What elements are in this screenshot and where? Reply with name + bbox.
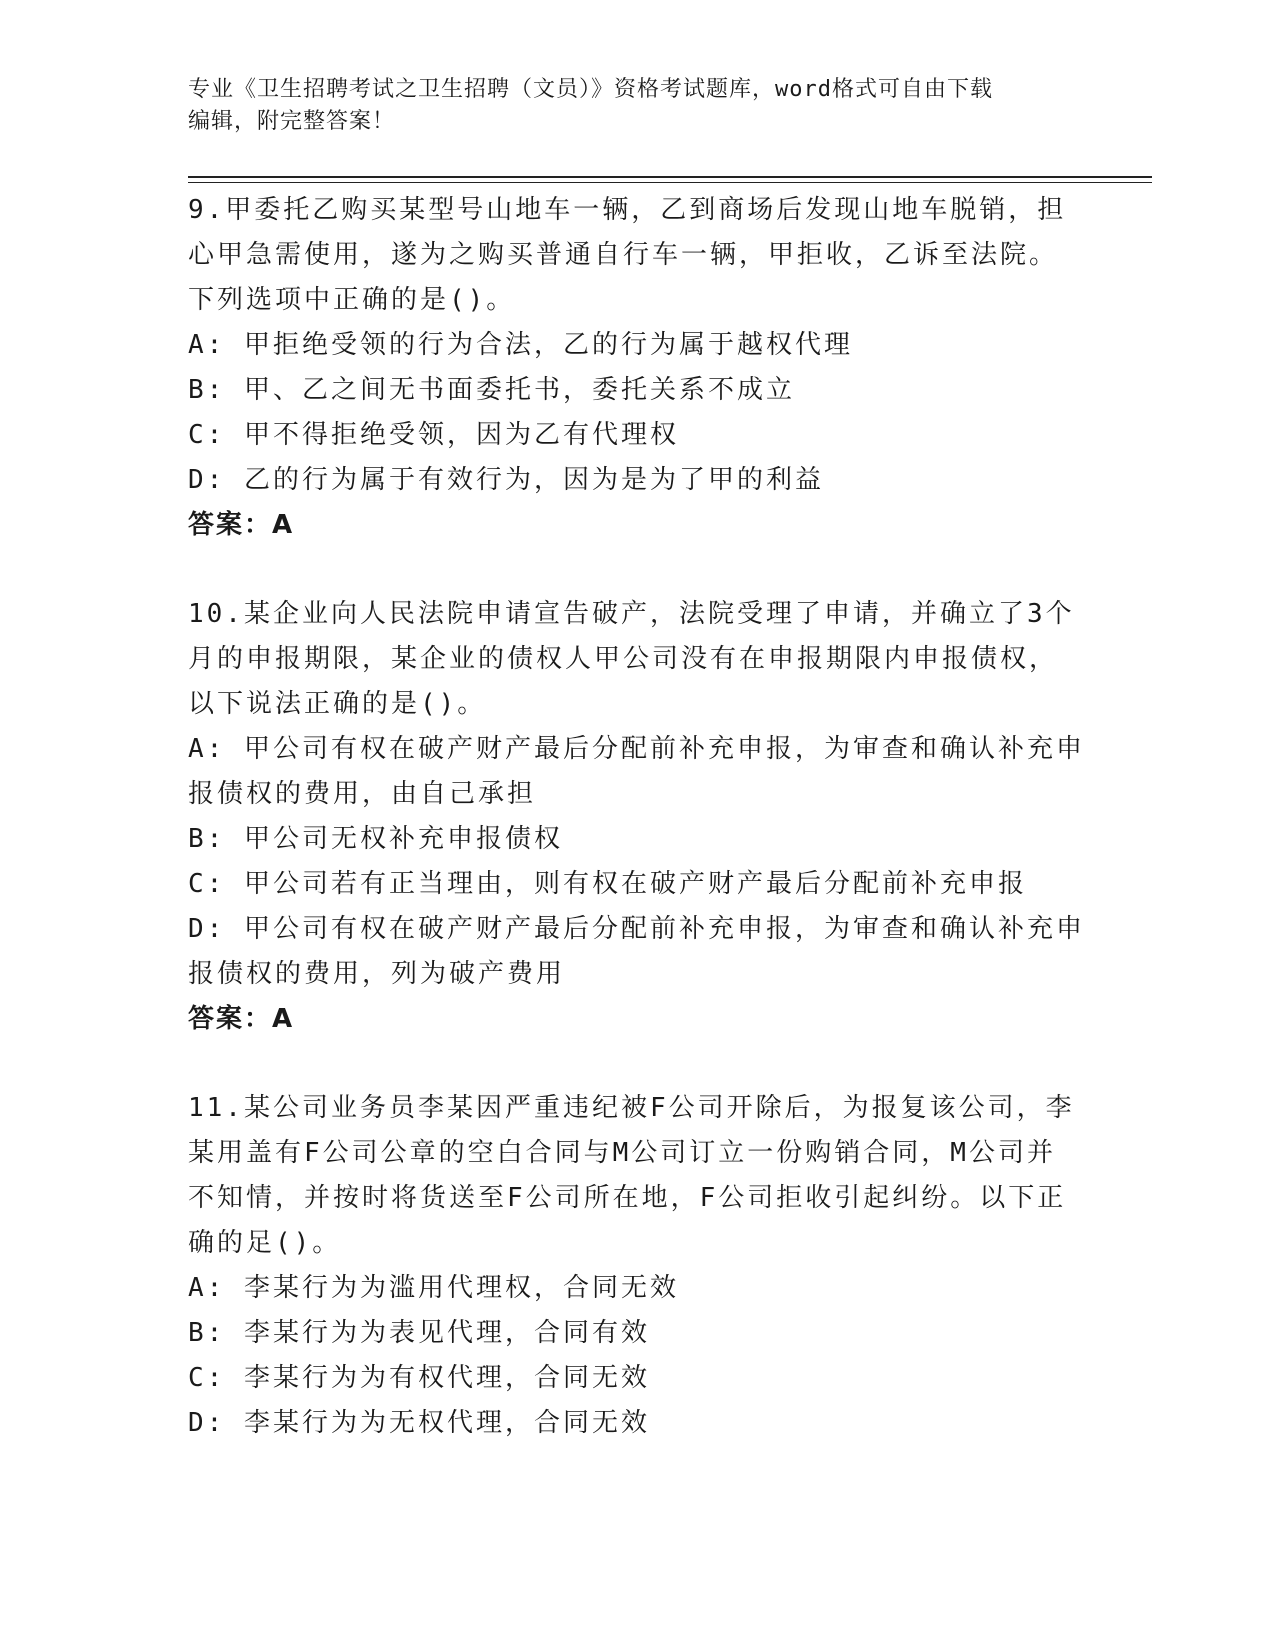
option-line: C: 甲公司若有正当理由，则有权在破产财产最后分配前补充申报: [188, 869, 1027, 899]
question-block: [188, 188, 1088, 548]
question-text-line: 月的申报期限，某企业的债权人甲公司没有在申报期限内申报债权，: [188, 644, 1059, 674]
option-line: 报债权的费用，由自己承担: [188, 779, 537, 809]
question-text-line: 心甲急需使用，遂为之购买普通自行车一辆，甲拒收，乙诉至法院。: [188, 240, 1059, 270]
option-line: D: 乙的行为属于有效行为，因为是为了甲的利益: [188, 465, 824, 495]
option-line: D: 李某行为为无权代理，合同无效: [188, 1408, 650, 1438]
option-line: B: 甲、乙之间无书面委托书，委托关系不成立: [188, 375, 795, 405]
option-line: C: 甲不得拒绝受领，因为乙有代理权: [188, 420, 679, 450]
question-text-line: 11.某公司业务员李某因严重违纪被F公司开除后，为报复该公司，李: [188, 1093, 1075, 1123]
option-line: B: 李某行为为表见代理，合同有效: [188, 1318, 650, 1348]
header-line-1: 专业《卫生招聘考试之卫生招聘（文员）》资格考试题库，word格式可自由下载: [188, 77, 993, 102]
question-text-line: 9.甲委托乙购买某型号山地车一辆，乙到商场后发现山地车脱销，担: [188, 195, 1067, 225]
option-line: A: 李某行为为滥用代理权，合同无效: [188, 1273, 679, 1303]
document-header: [188, 74, 1088, 138]
option-line: 报债权的费用，列为破产费用: [188, 959, 566, 989]
answer-line: 答案：A: [188, 510, 295, 540]
option-line: A: 甲公司有权在破产财产最后分配前补充申报，为审查和确认补充申: [188, 734, 1085, 764]
question-list: [188, 188, 1088, 1446]
question-block: [188, 592, 1088, 1042]
question-text-line: 10.某企业向人民法院申请宣告破产，法院受理了申请，并确立了3个: [188, 599, 1075, 629]
option-line: B: 甲公司无权补充申报债权: [188, 824, 563, 854]
question-text-line: 不知情，并按时将货送至F公司所在地，F公司拒收引起纠纷。以下正: [188, 1183, 1067, 1213]
option-line: A: 甲拒绝受领的行为合法，乙的行为属于越权代理: [188, 330, 853, 360]
option-line: D: 甲公司有权在破产财产最后分配前补充申报，为审查和确认补充申: [188, 914, 1085, 944]
answer-line: 答案：A: [188, 1004, 295, 1034]
header-rule-thin: [188, 182, 1152, 183]
header-rule-thick: [188, 176, 1152, 178]
question-block: [188, 1086, 1088, 1446]
question-spacer: [188, 548, 1088, 592]
question-text-line: 确的足()。: [188, 1228, 342, 1258]
question-spacer: [188, 1042, 1088, 1086]
option-line: C: 李某行为为有权代理，合同无效: [188, 1363, 650, 1393]
question-text-line: 下列选项中正确的是()。: [188, 285, 516, 315]
question-text-line: 以下说法正确的是()。: [188, 689, 487, 719]
question-text-line: 某用盖有F公司公章的空白合同与M公司订立一份购销合同，M公司并: [188, 1138, 1056, 1168]
header-line-2: 编辑，附完整答案！: [188, 109, 396, 134]
